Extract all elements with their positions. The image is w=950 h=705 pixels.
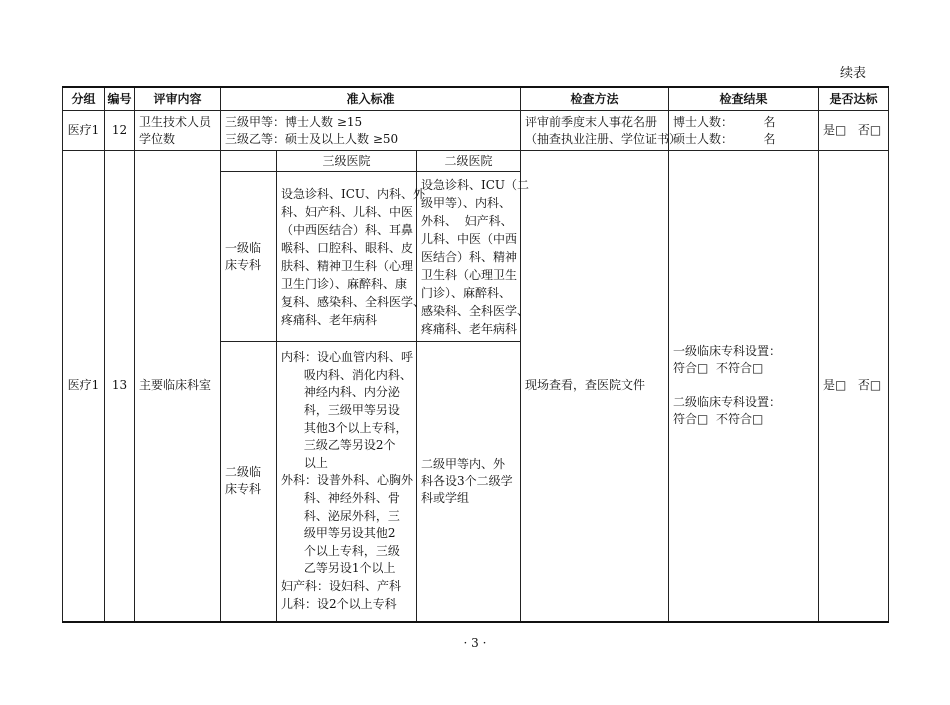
review-standards-table bbox=[62, 86, 889, 623]
row12-number: 12 bbox=[105, 111, 135, 151]
row13-col-level3: 三级医院 bbox=[277, 151, 417, 172]
row13-content: 主要临床科室 bbox=[135, 151, 221, 622]
row13-second-label: 二级临 床专科 bbox=[221, 342, 277, 622]
header-method: 检查方法 bbox=[521, 87, 669, 111]
page-number: · 3 · bbox=[463, 636, 487, 650]
row13-group: 医疗1 bbox=[63, 151, 105, 622]
row13-result: 一级临床专科设置： 符合□ 不符合□ 二级临床专科设置： 符合□ 不符合□ bbox=[669, 151, 819, 622]
header-group: 分组 bbox=[63, 87, 105, 111]
row13-compliant: 是□ 否□ bbox=[819, 151, 889, 622]
row12-result: 博士人数： 名 硕士人数： 名 bbox=[669, 111, 819, 151]
row13-method: 现场查看，查医院文件 bbox=[521, 151, 669, 622]
row13-second-level3: 内科：设心血管内科、呼 吸内科、消化内科、 神经内科、内分泌 科，三级甲等另设 其他3个以上专科， 三级乙等另设2个 以上 外科：设普外科、心胸外 科、神经外科、骨 科、泌尿外科，三 级甲等另设其他2 个以上专科，三级 乙等另设1个以上 妇产科：设妇科、产科 儿科：设2个以上专科 bbox=[277, 342, 417, 622]
table-row-12 bbox=[63, 111, 889, 151]
row13-subheader-blank bbox=[221, 151, 277, 172]
header-compliant: 是否达标 bbox=[819, 87, 889, 111]
row13-second-level2: 二级甲等内、外 科各设3个二级学 科或学组 bbox=[417, 342, 521, 622]
row13-col-level2: 二级医院 bbox=[417, 151, 521, 172]
table-header-row bbox=[63, 87, 889, 111]
header-criteria: 准入标准 bbox=[221, 87, 521, 111]
header-number: 编号 bbox=[105, 87, 135, 111]
row13-first-label: 一级临 床专科 bbox=[221, 172, 277, 342]
continued-label: 续表 bbox=[840, 66, 867, 81]
row13-first-level3: 设急诊科、ICU、内科、外 科、妇产科、儿科、中医 （中西医结合）科、耳鼻 喉科、口腔科、眼科、皮 肤科、精神卫生科（心理 卫生门诊）、麻醉科、康 复科、感染科、全科医学、 疼痛科、老年病科 bbox=[277, 172, 417, 342]
row13-first-level2: 设急诊科、ICU（二 级甲等）、内科、 外科、 妇产科、 儿科、中医（中西 医结合）科、精神 卫生科（心理卫生 门诊）、麻醉科、 感染科、全科医学、 疼痛科、老年病科 bbox=[417, 172, 521, 342]
row12-method: 评审前季度末人事花名册 （抽查执业注册、学位证书） bbox=[521, 111, 669, 151]
row12-compliant: 是□ 否□ bbox=[819, 111, 889, 151]
header-result: 检查结果 bbox=[669, 87, 819, 111]
row12-criteria: 三级甲等：博士人数 ≥15 三级乙等：硕士及以上人数 ≥50 bbox=[221, 111, 521, 151]
header-content: 评审内容 bbox=[135, 87, 221, 111]
table-row-13-subheader bbox=[63, 151, 889, 172]
row12-content: 卫生技术人员 学位数 bbox=[135, 111, 221, 151]
row13-number: 13 bbox=[105, 151, 135, 622]
row12-group: 医疗1 bbox=[63, 111, 105, 151]
